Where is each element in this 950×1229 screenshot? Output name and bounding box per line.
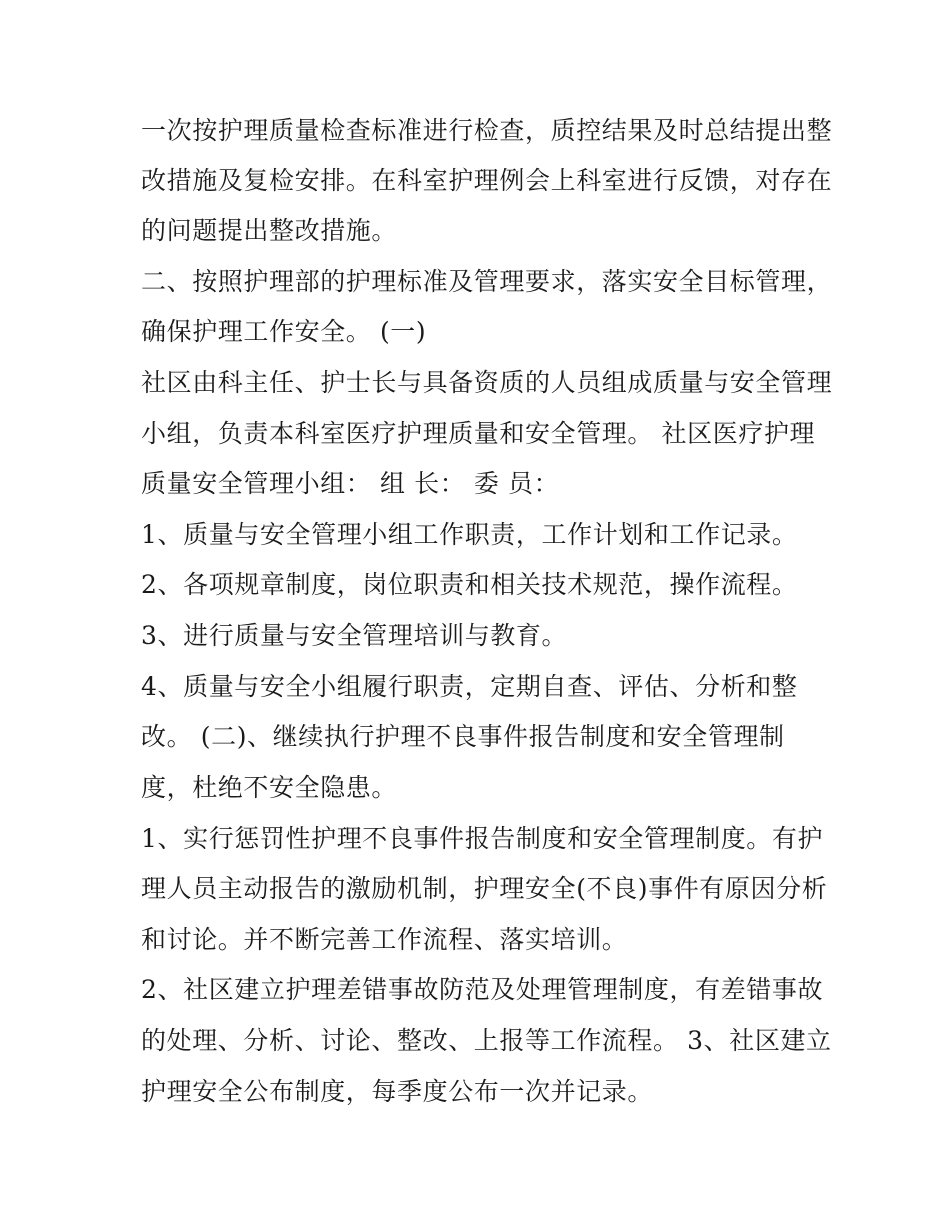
- text-line: 2、社区建立护理差错事故防范及处理管理制度，有差错事故: [141, 975, 824, 1004]
- text-line: 的问题提出整改措施。: [141, 216, 398, 245]
- text-line: 度，杜绝不安全隐患。: [141, 773, 398, 802]
- text-line: 理人员主动报告的激励机制，护理安全(不良)事件有原因分析: [141, 874, 828, 903]
- text-line: 质量安全管理小组： 组 长： 委 员：: [141, 469, 560, 498]
- text-line: 的处理、分析、讨论、整改、上报等工作流程。 3、社区建立: [141, 1026, 832, 1055]
- text-line: 1、实行惩罚性护理不良事件报告制度和安全管理制度。有护: [141, 824, 824, 853]
- text-line: 小组，负责本科室医疗护理质量和安全管理。 社区医疗护理: [141, 419, 816, 448]
- text-line: 3、进行质量与安全管理培训与教育。: [141, 621, 568, 650]
- text-line: 4、质量与安全小组履行职责，定期自查、评估、分析和整: [141, 672, 798, 701]
- text-line: 2、各项规章制度，岗位职责和相关技术规范，操作流程。: [141, 570, 798, 599]
- text-line: 二、按照护理部的护理标准及管理要求，落实安全目标管理，: [141, 267, 833, 296]
- text-line: 护理安全公布制度，每季度公布一次并记录。: [141, 1077, 654, 1106]
- text-line: 确保护理工作安全。 (一): [141, 317, 427, 346]
- text-line: 和讨论。并不断完善工作流程、落实培训。: [141, 925, 628, 954]
- text-line: 改。 (二)、继续执行护理不良事件报告制度和安全管理制: [141, 722, 785, 751]
- text-line: 改措施及复检安排。在科室护理例会上科室进行反馈，对存在: [141, 166, 833, 195]
- text-line: 1、质量与安全管理小组工作职责，工作计划和工作记录。: [141, 520, 798, 549]
- text-line: 一次按护理质量检查标准进行检查，质控结果及时总结提出整: [141, 116, 833, 145]
- text-line: 社区由科主任、护士长与具备资质的人员组成质量与安全管理: [141, 368, 833, 397]
